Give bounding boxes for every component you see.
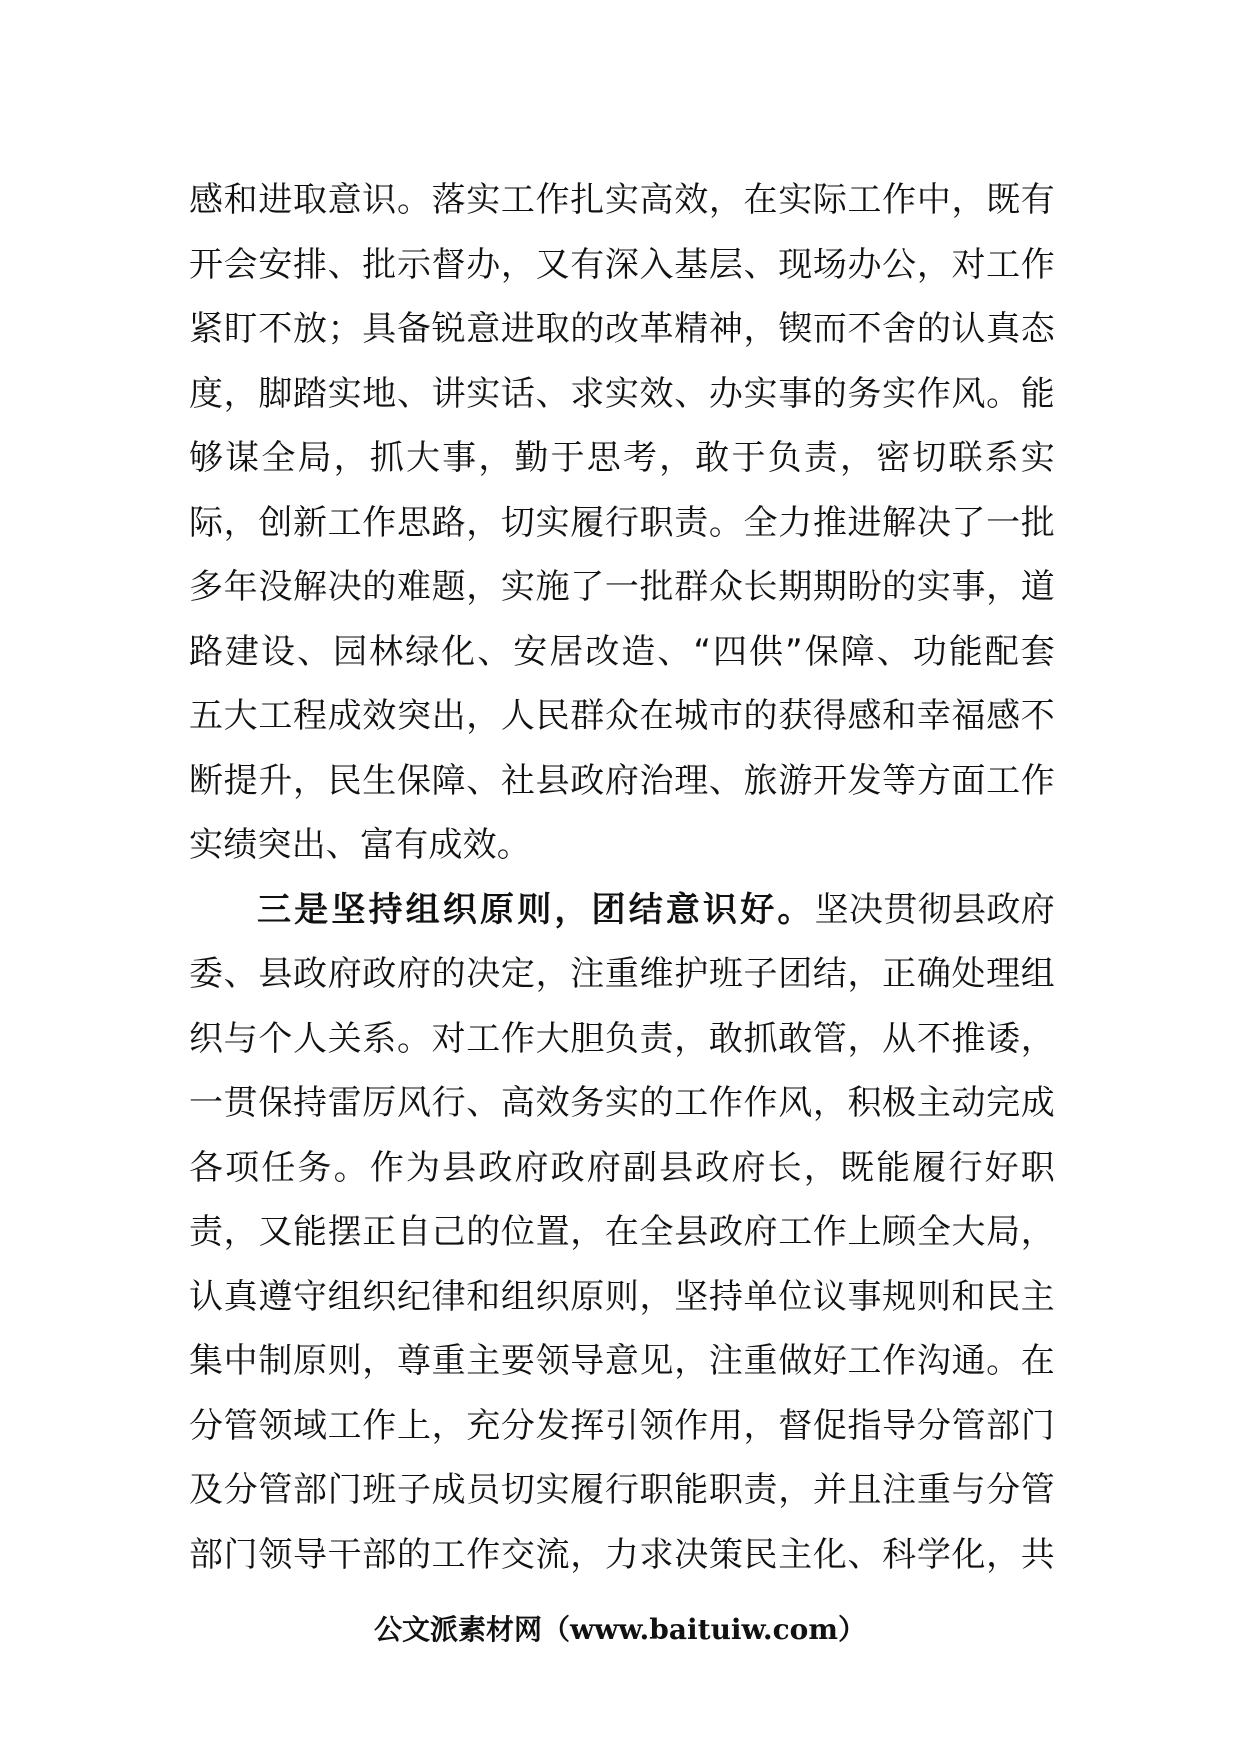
paragraph-first-line (189, 878, 1055, 943)
paragraph-2 (189, 878, 1055, 1588)
text-line: 紧盯不放；具备锐意进取的改革精神，锲而不舍的认真态 (189, 309, 1055, 349)
section-heading: 三是坚持组织原则，团结意识好。 (257, 889, 815, 930)
text-line: 感和进取意识。落实工作扎实高效，在实际工作中，既有 (189, 180, 1055, 220)
text-line: 部门领导干部的工作交流，力求决策民主化、科学化，共 (189, 1534, 1055, 1575)
text-line: 路建设、园林绿化、安居改造、“四供”保障、功能配套 (189, 631, 1055, 672)
text-line: 断提升，民生保障、社县政府治理、旅游开发等方面工作 (189, 760, 1055, 801)
text-line: 实绩突出、富有成效。 (189, 825, 531, 865)
text-line: 分管领域工作上，充分发挥引领作用，督促指导分管部门 (189, 1405, 1055, 1446)
text-line: 际，创新工作思路，切实履行职责。全力推进解决了一批 (189, 502, 1055, 543)
text-line: 五大工程成效突出，人民群众在城市的获得感和幸福感不 (189, 696, 1055, 736)
text-line: 一贯保持雷厉风行、高效务实的工作作风，积极主动完成 (189, 1083, 1055, 1123)
text-line: 各项任务。作为县政府政府副县政府长，既能履行好职 (189, 1147, 1055, 1188)
text-line: 开会安排、批示督办，又有深入基层、现场办公，对工作 (189, 244, 1055, 285)
body-text (189, 168, 1055, 1587)
text-line: 织与个人关系。对工作大胆负责，敢抓敢管，从不推诿， (189, 1018, 1055, 1059)
text-line: 够谋全局，抓大事，勤于思考，敢于负责，密切联系实 (189, 438, 1055, 478)
text-line: 集中制原则，尊重主要领导意见，注重做好工作沟通。在 (189, 1341, 1055, 1381)
text-line: 责，又能摆正自己的位置，在全县政府工作上顾全大局， (189, 1212, 1055, 1252)
paragraph-1 (189, 168, 1055, 878)
text-line: 及分管部门班子成员切实履行职能职责，并且注重与分管 (189, 1470, 1055, 1510)
text-line: 认真遵守组织纪律和组织原则，坚持单位议事规则和民主 (189, 1276, 1055, 1317)
text-span: 坚决贯彻县政府 (814, 889, 1056, 930)
text-line: 多年没解决的难题，实施了一批群众长期期盼的实事，道 (189, 567, 1055, 607)
text-line: 度，脚踏实地、讲实话、求实效、办实事的务实作风。能 (189, 373, 1055, 414)
footer-watermark: 公文派素材网（www.baituiw.com） (374, 1613, 866, 1646)
text-line: 委、县政府政府的决定，注重维护班子团结，正确处理组 (189, 954, 1055, 994)
